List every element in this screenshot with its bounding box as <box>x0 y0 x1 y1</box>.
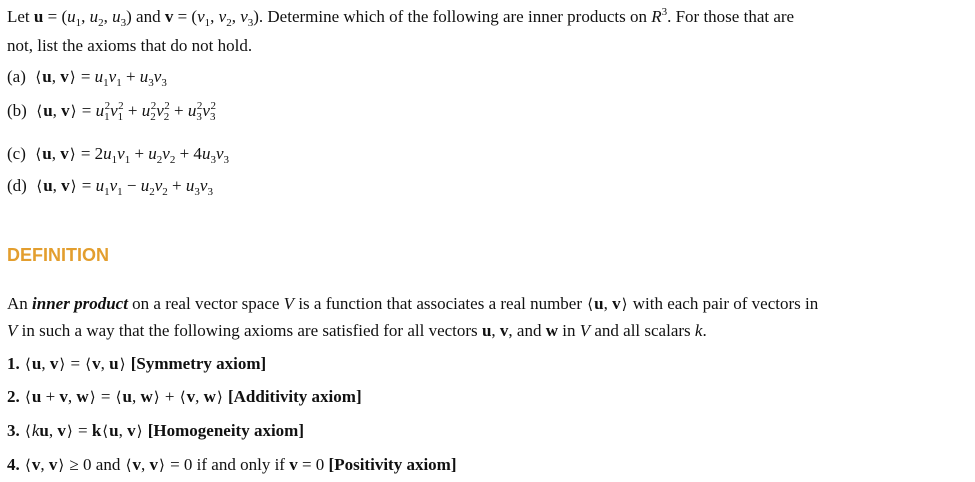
axiom-2-number: 2. <box>7 387 20 406</box>
axiom-3-number: 3. <box>7 421 20 440</box>
axiom-3: 3. ⟨ku, v⟩ = k⟨u, v⟩ [Homogeneity axiom] <box>7 421 305 440</box>
part-c-label: (c) <box>7 144 26 163</box>
axiom-2: 2. ⟨u + v, w⟩ = ⟨u, w⟩ + ⟨v, w⟩ [Additivity axiom] <box>7 387 362 406</box>
definition-heading: DEFINITION <box>7 245 109 265</box>
definition-line-1: An inner product on a real vector space V is a function that associates a real number ⟨u, v⟩ with each pair of vectors in <box>7 294 819 313</box>
problem-intro-line-1: Let $u = (u_1$, $u_2$, $u_3$) and $v = (v_1$, $v_2$, $v_3$). Determine which of the following are inner products on $R^3$. For those that are <box>7 6 795 29</box>
axiom-2-name: [Additivity axiom] <box>227 387 362 406</box>
axiom-1-name: [Symmetry axiom] <box>130 354 267 373</box>
part-a-label: (a) <box>7 67 26 86</box>
part-b-label: (b) <box>7 101 27 120</box>
problem-intro-line-2: not, list the axioms that do not hold. <box>7 36 253 55</box>
axiom-4: 4. ⟨v, v⟩ ≥ 0 and ⟨v, v⟩ = 0 if and only if v = 0 [Positivity axiom] <box>7 455 457 474</box>
part-c: (c) ⟨u, v⟩ = $2u_1v_1 + u_2v_2 + 4u_3v_3$ <box>7 144 229 166</box>
part-d-label: (d) <box>7 176 27 195</box>
axiom-3-name: [Homogeneity axiom] <box>147 421 305 440</box>
part-b: (b) ⟨u, v⟩ = $u_1^2v_1^2 + u_2^2v_2^2 + u_3^2v_3^2$ <box>7 100 216 123</box>
definition-line-2: V in such a way that the following axioms are satisfied for all vectors u, v, and w in V and all scalars k. <box>7 321 707 340</box>
axiom-4-number: 4. <box>7 455 20 474</box>
axiom-1: 1. ⟨u, v⟩ = ⟨v, u⟩ [Symmetry axiom] <box>7 354 267 373</box>
part-a: (a) ⟨u, v⟩ = $u_1v_1 + u_3v_3$ <box>7 67 167 89</box>
part-d: (d) ⟨u, v⟩ = $u_1v_1 - u_2v_2 + u_3v_3$ <box>7 176 213 198</box>
axiom-1-number: 1. <box>7 354 20 373</box>
axiom-4-name: [Positivity axiom] <box>328 455 457 474</box>
